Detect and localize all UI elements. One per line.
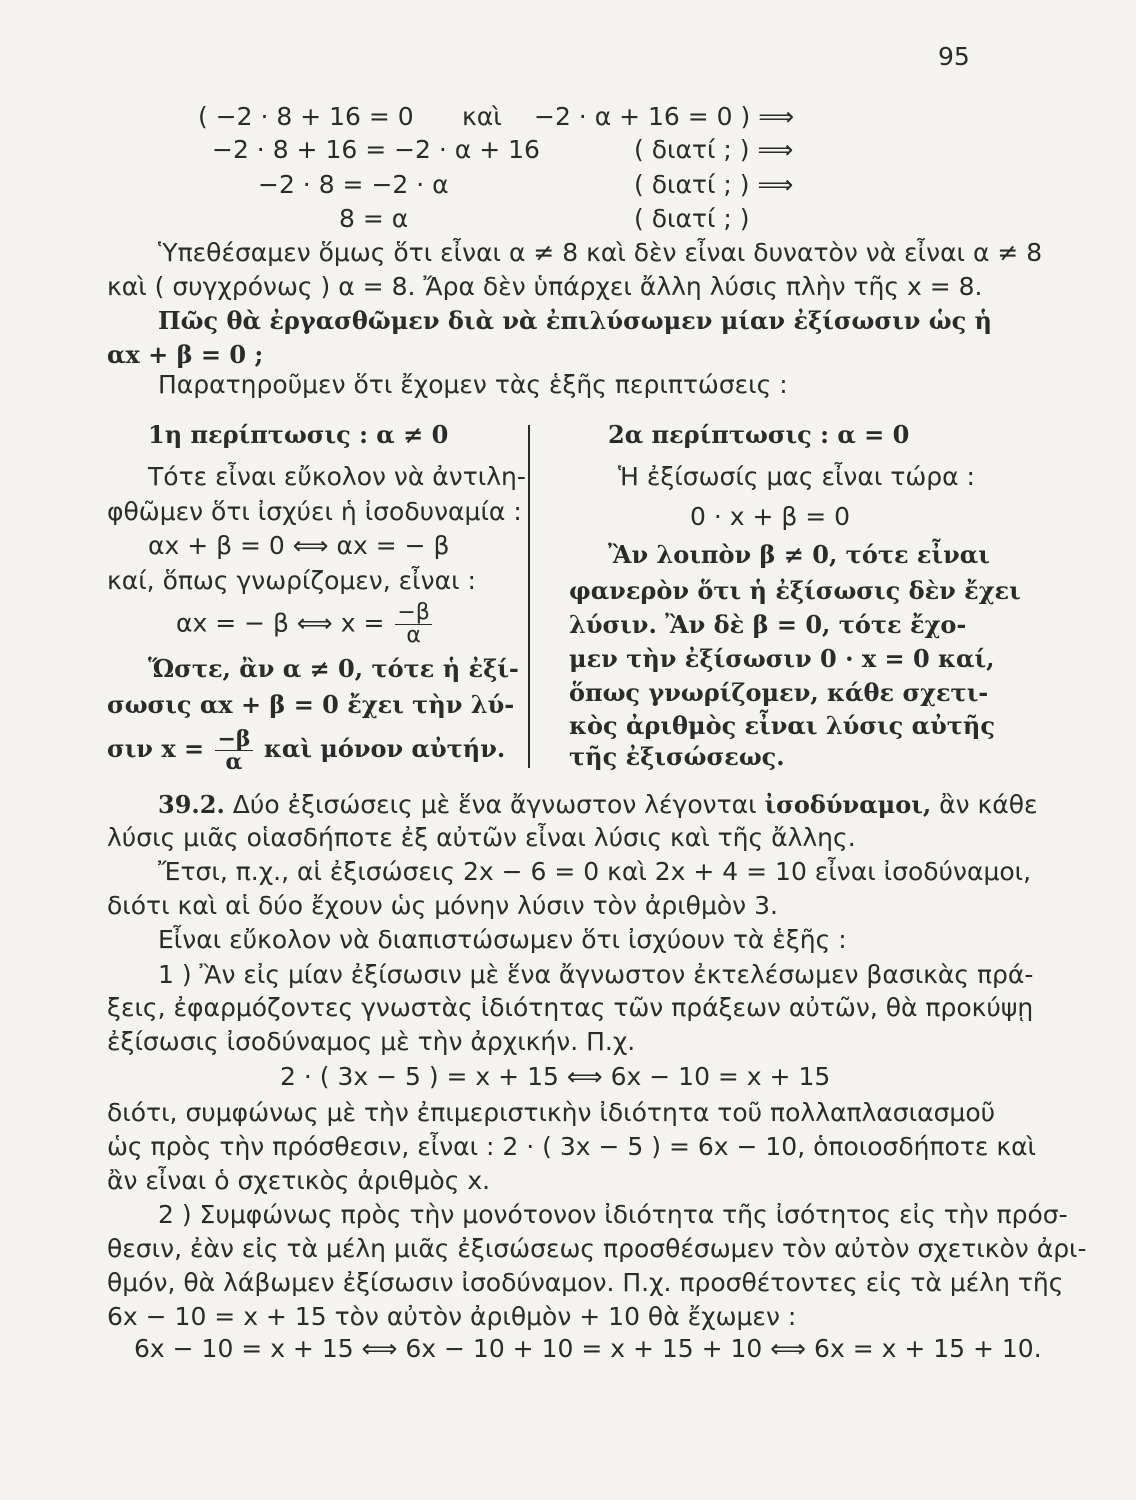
fraction xyxy=(215,728,252,773)
paragraph-line: 6x − 10 = x + 15 τὸν αὐτὸν ἀριθμὸν + 10 θὰ ἔχωμεν : xyxy=(107,1302,797,1331)
column-divider xyxy=(528,425,530,768)
case2-title: 2α περίπτωσις : α = 0 xyxy=(608,420,910,449)
paragraph-line: ὡς πρὸς τὴν πρόσθεσιν, εἶναι : 2 · ( 3x − 5 ) = 6x − 10, ὁποιοσδήποτε καὶ xyxy=(107,1132,1037,1161)
case1-c3-post: καὶ μόνον αὐτήν. xyxy=(263,734,506,763)
case2-equation: 0 · x + β = 0 xyxy=(690,502,851,531)
section-line xyxy=(158,790,1038,820)
paragraph-line: λύσις μιᾶς οἱασδήποτε ἐξ αὐτῶν εἶναι λύσις καὶ τῆς ἄλλης. xyxy=(107,823,856,852)
paragraph-line: διότι, συμφώνως μὲ τὴν ἐπιμεριστικὴν ἰδιότητα τοῦ πολλαπλασιασμοῦ xyxy=(107,1098,996,1127)
paragraph-line: ἐξίσωσις ἰσοδύναμος μὲ τὴν ἀρχικήν. Π.χ. xyxy=(107,1027,636,1056)
fraction-numerator: −β xyxy=(397,600,430,625)
paragraph-line: Εἶναι εὔκολον νὰ διαπιστώσωμεν ὅτι ἰσχύουν τὰ ἑξῆς : xyxy=(158,925,847,954)
derivation-line: 8 = α xyxy=(339,204,409,233)
paragraph-line: καὶ ( συγχρόνως ) α = 8. Ἄρα δὲν ὑπάρχει ἄλλη λύσις πλὴν τῆς x = 8. xyxy=(107,272,983,301)
fraction-denominator: α xyxy=(406,623,421,648)
derivation-line: ( −2 · 8 + 16 = 0 xyxy=(198,102,414,131)
paragraph-line: ἂν εἶναι ὁ σχετικὸς ἀριθμὸς x. xyxy=(107,1166,491,1195)
case1-equation xyxy=(176,602,435,647)
paragraph-line: 1 ) Ἂν εἰς μίαν ἐξίσωσιν μὲ ἕνα ἄγνωστον ἐκτελέσωμεν βασικὰς πρά- xyxy=(158,960,1034,989)
paragraph-line: θμόν, θὰ λάβωμεν ἐξίσωσιν ἰσοδύναμον. Π.χ. προσθέτοντες εἰς τὰ μέλη τῆς xyxy=(107,1268,1064,1297)
case2-line: ὅπως γνωρίζομεν, κάθε σχετι- xyxy=(569,678,989,707)
derivation-line: ( διατί ; ) ⟹ xyxy=(634,170,794,199)
case1-line: καί, ὅπως γνωρίζομεν, εἶναι : xyxy=(107,566,476,595)
case1-line: Τότε εἶναι εὔκολον νὰ ἀντιλη- xyxy=(148,462,526,491)
derivation-line: ( διατί ; ) ⟹ xyxy=(634,135,794,164)
derivation-line: ( διατί ; ) xyxy=(634,204,750,233)
case1-eq2-left: αx = − β ⟺ x = xyxy=(176,608,385,638)
case1-title: 1η περίπτωσις : α ≠ 0 xyxy=(148,420,449,449)
question-line: Πῶς θὰ ἐργασθῶμεν διὰ νὰ ἐπιλύσωμεν μίαν ἐξίσωσιν ὡς ἡ xyxy=(158,306,992,335)
derivation-line: −2 · α + 16 = 0 ) ⟹ xyxy=(534,102,795,131)
case2-line: τῆς ἐξισώσεως. xyxy=(569,742,785,771)
fraction-numerator: −β xyxy=(217,726,251,752)
equation-line: 2 · ( 3x − 5 ) = x + 15 ⟺ 6x − 10 = x + 15 xyxy=(280,1062,831,1091)
derivation-line: −2 · 8 = −2 · α xyxy=(258,170,449,199)
case2-line: Ἡ ἐξίσωσίς μας εἶναι τώρα : xyxy=(618,462,975,491)
paragraph-line: 2 ) Συμφώνως πρὸς τὴν μονότονον ἰδιότητα τῆς ἰσότητος εἰς τὴν πρόσ- xyxy=(158,1200,1068,1229)
case1-conclusion: Ὥστε, ἂν α ≠ 0, τότε ἡ ἐξί- xyxy=(148,654,519,683)
case2-line: Ἂν λοιπὸν β ≠ 0, τότε εἶναι xyxy=(608,540,990,569)
equation-line: 6x − 10 = x + 15 ⟺ 6x − 10 + 10 = x + 15 + 10 ⟺ 6x = x + 15 + 10. xyxy=(134,1334,1042,1363)
case1-conclusion: σωσις αx + β = 0 ἔχει τὴν λύ- xyxy=(107,690,515,719)
paragraph-line: ξεις, ἐφαρμόζοντες γνωστὰς ἰδιότητας τῶν πράξεων αὐτῶν, θὰ προκύψῃ xyxy=(107,993,1034,1022)
case1-c3-pre: σιν x = xyxy=(107,734,205,763)
page-number: 95 xyxy=(938,42,970,71)
section-text: ἂν κάθε xyxy=(939,790,1038,819)
section-number: 39.2. xyxy=(158,790,225,819)
fraction xyxy=(395,602,431,647)
case1-conclusion xyxy=(107,728,505,773)
derivation-line: καὶ xyxy=(462,102,502,131)
section-text: Δύο ἐξισώσεις μὲ ἕνα ἄγνωστον λέγονται xyxy=(232,790,757,819)
fraction-denominator: α xyxy=(225,749,243,775)
case2-line: μεν τὴν ἐξίσωσιν 0 · x = 0 καί, xyxy=(569,644,995,673)
paragraph-line: θεσιν, ἐὰν εἰς τὰ μέλη μιᾶς ἐξισώσεως προσθέσωμεν τὸν αὐτὸν σχετικὸν ἀρι- xyxy=(107,1234,1087,1263)
paragraph-line: Ὑπεθέσαμεν ὅμως ὅτι εἶναι α ≠ 8 καὶ δὲν εἶναι δυνατὸν νὰ εἶναι α ≠ 8 xyxy=(158,238,1043,267)
case2-line: φανερὸν ὅτι ἡ ἐξίσωσις δὲν ἔχει xyxy=(569,576,1021,605)
paragraph-line: διότι καὶ αἱ δύο ἔχουν ὡς μόνην λύσιν τὸν ἀριθμὸν 3. xyxy=(107,891,778,920)
paragraph-line: Ἔτσι, π.χ., αἱ ἐξισώσεις 2x − 6 = 0 καὶ 2x + 4 = 10 εἶναι ἰσοδύναμοι, xyxy=(158,857,1032,886)
case2-line: κὸς ἀριθμὸς εἶναι λύσις αὐτῆς xyxy=(569,711,995,740)
term-isodynamoi: ἰσοδύναμοι, xyxy=(764,790,932,819)
case2-line: λύσιν. Ἂν δὲ β = 0, τότε ἔχο- xyxy=(569,610,967,639)
case1-equation: αx + β = 0 ⟺ αx = − β xyxy=(148,531,450,560)
question-line: αx + β = 0 ; xyxy=(107,340,264,369)
derivation-line: −2 · 8 + 16 = −2 · α + 16 xyxy=(212,135,540,164)
case1-line: φθῶμεν ὅτι ἰσχύει ἡ ἰσοδυναμία : xyxy=(107,497,522,526)
observation-line: Παρατηροῦμεν ὅτι ἔχομεν τὰς ἑξῆς περιπτώσεις : xyxy=(158,370,788,399)
